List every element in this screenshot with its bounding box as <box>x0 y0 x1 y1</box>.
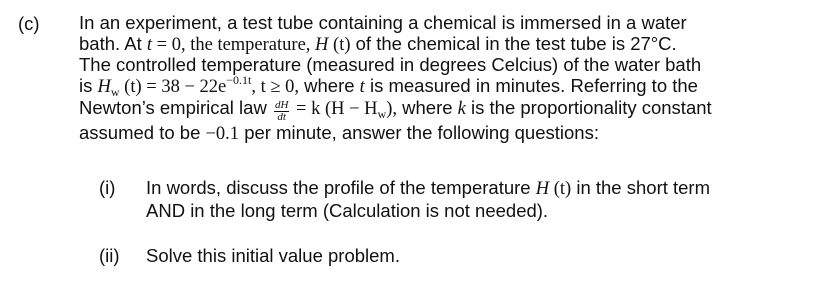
derivative-fraction <box>274 100 289 123</box>
intro-line-1: In an experiment, a test tube containing a chemical is immersed in a water <box>79 12 687 33</box>
part-label-i: (i) <box>99 177 116 198</box>
math-variable-t: t <box>359 76 365 97</box>
part-ii-line-1: Solve this initial value problem. <box>146 245 400 266</box>
math-variable-H: H <box>315 34 329 55</box>
intro-text: bath. At <box>79 32 147 54</box>
intro-line-4 <box>79 72 799 99</box>
part-text-ii <box>146 245 786 266</box>
math-variable-t: t <box>146 34 153 55</box>
fraction-denominator: dt <box>277 111 286 123</box>
intro-text: assumed to be <box>79 122 206 143</box>
intro-line-3: The controlled temperature (measured in degrees Celcius) of the water bath <box>79 54 702 75</box>
part-label-ii: (ii) <box>99 245 120 266</box>
part-i-line-2: AND in the long term (Calculation is not needed). <box>146 200 549 221</box>
intro-text: Newton’s empirical law <box>79 97 272 118</box>
math-variable-k: k <box>457 99 466 119</box>
intro-text: per minute, answer the following questions: <box>239 122 599 143</box>
question-intro <box>79 13 799 145</box>
math-expression: (t) <box>328 34 351 55</box>
fraction-numerator: dH <box>274 99 289 111</box>
math-expression: ), <box>386 99 397 119</box>
part-text-i <box>146 177 786 221</box>
intro-text: where <box>299 74 360 96</box>
math-expression: (t) <box>549 179 572 199</box>
question-label: (c) <box>18 13 40 34</box>
intro-line-6 <box>79 123 799 145</box>
math-expression: (t) = 38 − 22e <box>119 76 227 97</box>
math-exponent: −0.1t <box>226 72 252 87</box>
intro-line-2 <box>79 34 799 56</box>
intro-text: of the chemical in the test tube is 27°C. <box>350 32 677 54</box>
math-variable-H: H <box>535 179 550 199</box>
math-value: −0.1 <box>205 124 240 144</box>
math-variable-H: H <box>97 76 111 97</box>
math-expression: = k (H − H <box>291 99 378 119</box>
math-expression: = 0, the temperature, <box>152 34 316 55</box>
intro-text: where <box>397 97 458 118</box>
math-condition: , t ≥ 0, <box>251 76 299 97</box>
math-subscript: w <box>377 107 387 121</box>
intro-text: is measured in minutes. Referring to the <box>364 74 698 96</box>
intro-text: is <box>79 74 98 96</box>
part-text: In words, discuss the profile of the temperature <box>146 177 536 198</box>
part-i-line-1 <box>146 177 786 200</box>
math-subscript: w <box>110 84 120 99</box>
intro-text: is the proportionality constant <box>465 97 712 118</box>
intro-line-5 <box>79 98 799 123</box>
part-text: in the short term <box>571 177 711 198</box>
